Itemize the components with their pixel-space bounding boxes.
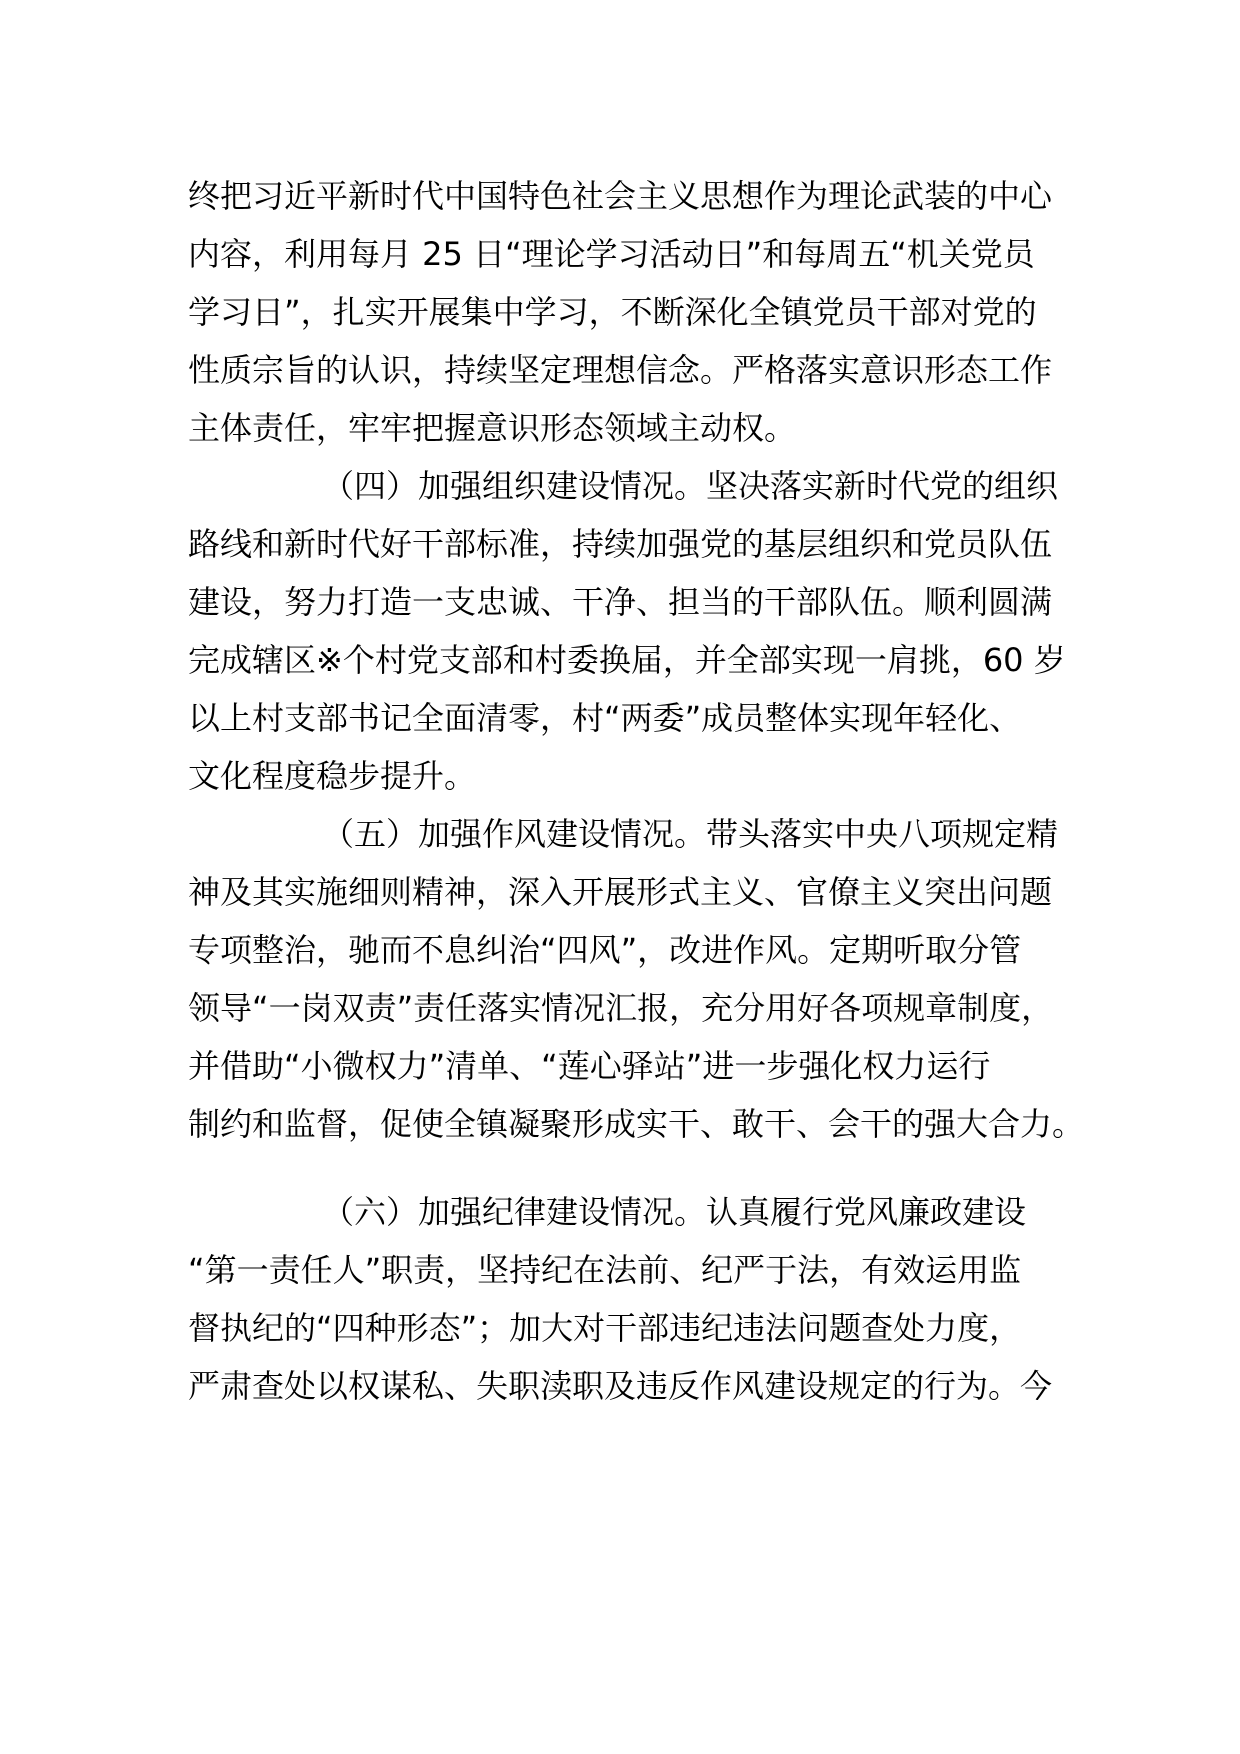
text-line: 文化程度稳步提升。	[188, 757, 477, 795]
text-line: 制约和监督，促使全镇凝聚形成实干、敢干、会干的强大合力。	[188, 1105, 1085, 1143]
text-line: 专项整治，驰而不息纠治“四风”，改进作风。定期听取分管	[188, 931, 1022, 969]
text-line: 督执纪的“四种形态”；加大对干部违纪违法问题查处力度，	[188, 1309, 1022, 1347]
text-line: 终把习近平新时代中国特色社会主义思想作为理论武装的中心	[188, 177, 1053, 215]
text-line: 神及其实施细则精神，深入开展形式主义、官僚主义突出问题	[188, 873, 1053, 911]
text-line: 并借助“小微权力”清单、“莲心驿站”进一步强化权力运行	[188, 1047, 991, 1085]
text-line: “第一责任人”职责，坚持纪在法前、纪严于法，有效运用监	[188, 1251, 1022, 1289]
text-line: 主体责任，牢牢把握意识形态领域主动权。	[188, 409, 797, 447]
text-line: 以上村支部书记全面清零，村“两委”成员整体实现年轻化、	[188, 699, 1022, 737]
text-line: 领导“一岗双责”责任落实情况汇报，充分用好各项规章制度，	[188, 989, 1054, 1027]
section-heading-line: （六）加强纪律建设情况。认真履行党风廉政建设	[322, 1193, 1027, 1231]
text-line: 学习日”，扎实开展集中学习，不断深化全镇党员干部对党的	[188, 293, 1037, 331]
text-line: 建设，努力打造一支忠诚、干净、担当的干部队伍。顺利圆满	[188, 583, 1053, 621]
text-line: 严肃查处以权谋私、失职渎职及违反作风建设规定的行为。今	[188, 1367, 1053, 1405]
text-line: 性质宗旨的认识，持续坚定理想信念。严格落实意识形态工作	[188, 351, 1053, 389]
text-line: 路线和新时代好干部标准，持续加强党的基层组织和党员队伍	[188, 525, 1053, 563]
text-line: 完成辖区※个村党支部和村委换届，并全部实现一肩挑，60 岁	[188, 641, 1066, 679]
text-line: 内容，利用每月 25 日“理论学习活动日”和每周五“机关党员	[188, 235, 1035, 273]
section-heading-line: （四）加强组织建设情况。坚决落实新时代党的组织	[322, 467, 1059, 505]
section-heading-line: （五）加强作风建设情况。带头落实中央八项规定精	[322, 815, 1059, 853]
